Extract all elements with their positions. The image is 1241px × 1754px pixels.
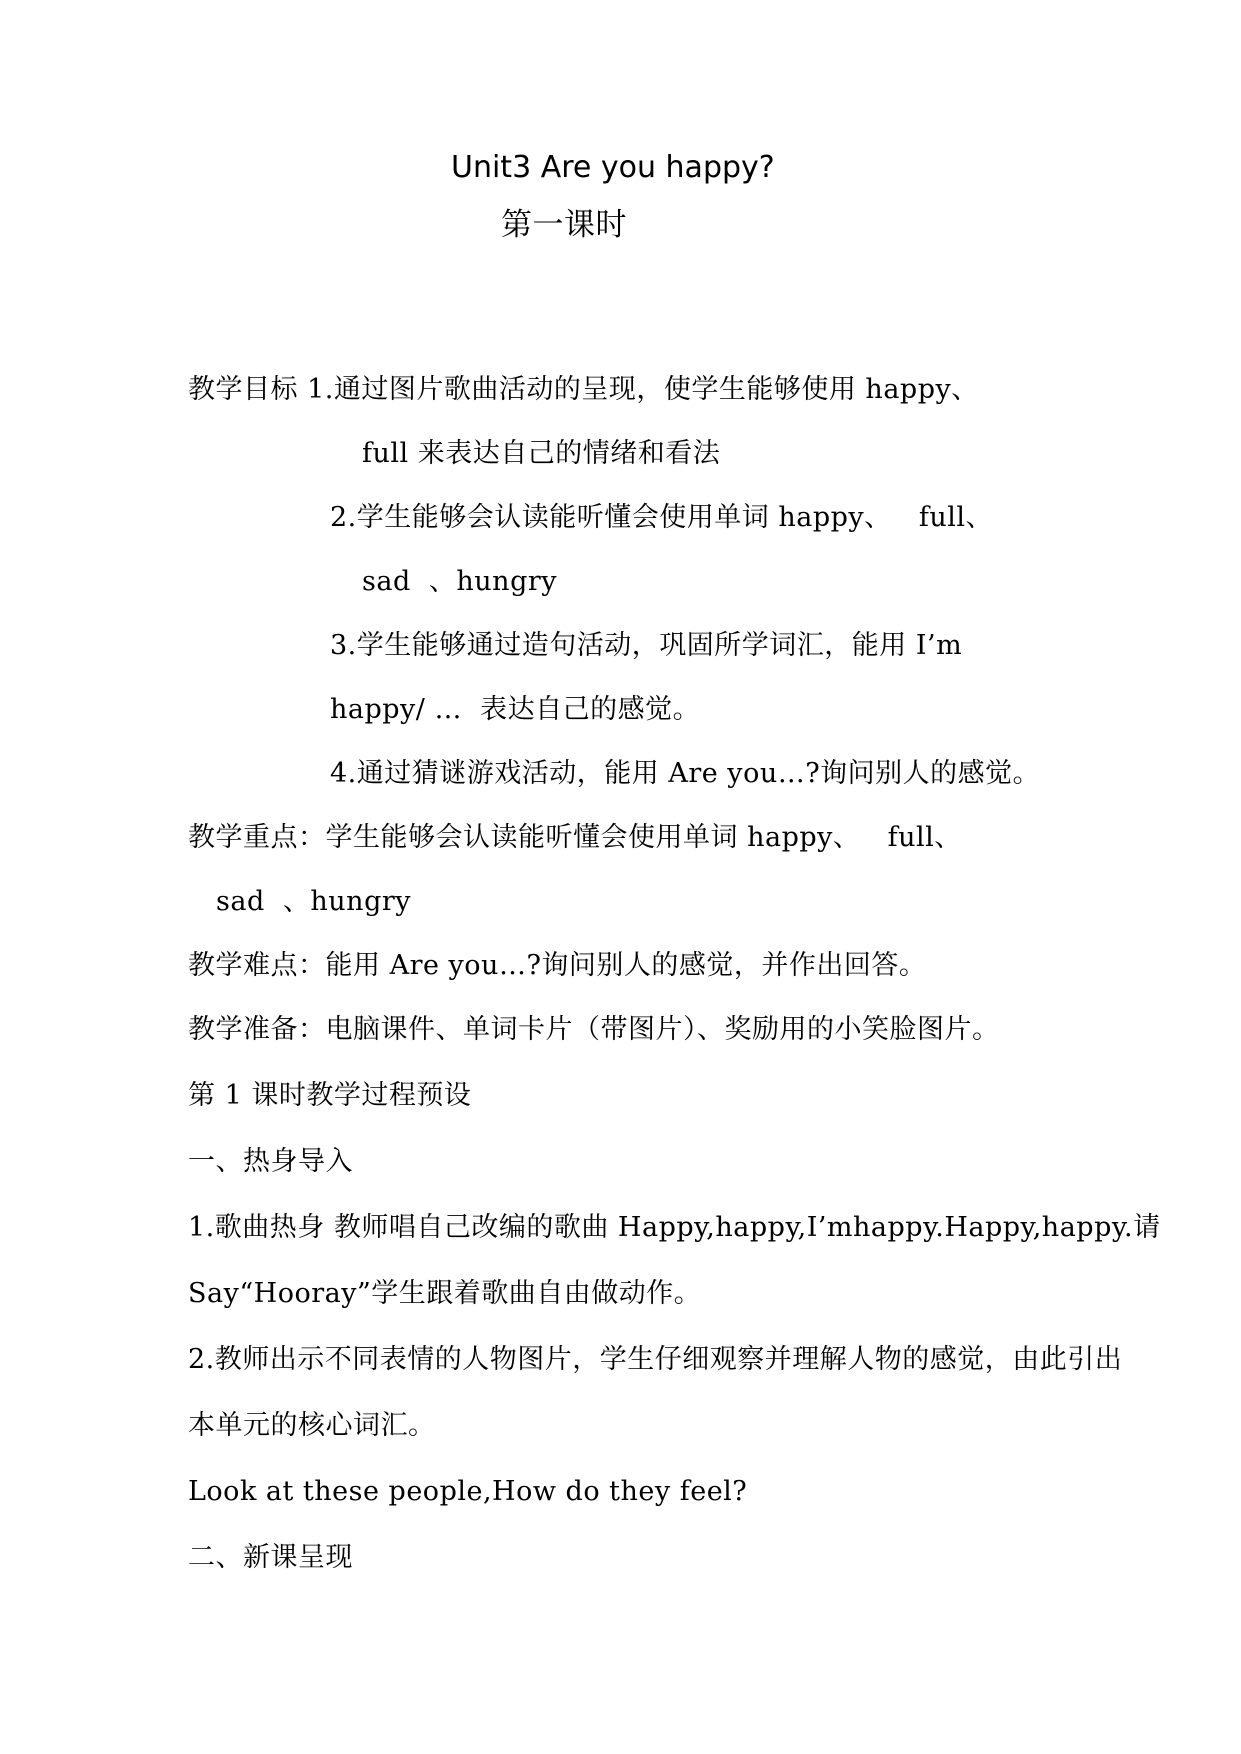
process-heading: 第 1 课时教学过程预设 [188,1080,472,1111]
objective-1-line-1: 教学目标 1.通过图片歌曲活动的呈现，使学生能够使用 happy、 [188,374,979,405]
key-points-line-1: 教学重点：学生能够会认读能听懂会使用单词 happy、 full、 [188,822,962,853]
document-title: Unit3 Are you happy? [451,150,775,185]
key-points-line-2: sad 、hungry [216,886,412,917]
difficult-points-line: 教学难点：能用 Are you…?询问别人的感觉，并作出回答。 [188,950,927,981]
warmup-step-2-line-1: 2.教师出示不同表情的人物图片，学生仔细观察并理解人物的感觉，由此引出 [188,1344,1123,1375]
warmup-step-2-line-2: 本单元的核心词汇。 [188,1410,436,1441]
preparation-line: 教学准备：电脑课件、单词卡片（带图片）、奖励用的小笑脸图片。 [188,1014,1000,1045]
lesson-subtitle: 第一课时 [501,207,627,243]
question-line: Look at these people,How do they feel? [188,1476,748,1507]
objective-3-line-2: happy/ … 表达自己的感觉。 [330,694,701,725]
warmup-step-1-line-1: 1.歌曲热身 教师唱自己改编的歌曲 Happy,happy,I’mhappy.Happy,happy.请 [188,1212,1161,1243]
objective-4-line: 4.通过猜谜游戏活动，能用 Are you…?询问别人的感觉。 [330,758,1041,789]
objective-2-line-1: 2.学生能够会认读能听懂会使用单词 happy、 full、 [330,502,994,533]
objective-1-line-2: full 来表达自己的情绪和看法 [362,438,721,469]
warmup-step-1-line-2: Say“Hooray”学生跟着歌曲自由做动作。 [188,1278,702,1309]
section-one-heading: 一、热身导入 [188,1146,353,1177]
objective-3-line-1: 3.学生能够通过造句活动，巩固所学词汇，能用 I’m [330,630,963,661]
objective-2-line-2: sad 、hungry [362,566,558,597]
section-two-heading: 二、新课呈现 [188,1542,353,1573]
